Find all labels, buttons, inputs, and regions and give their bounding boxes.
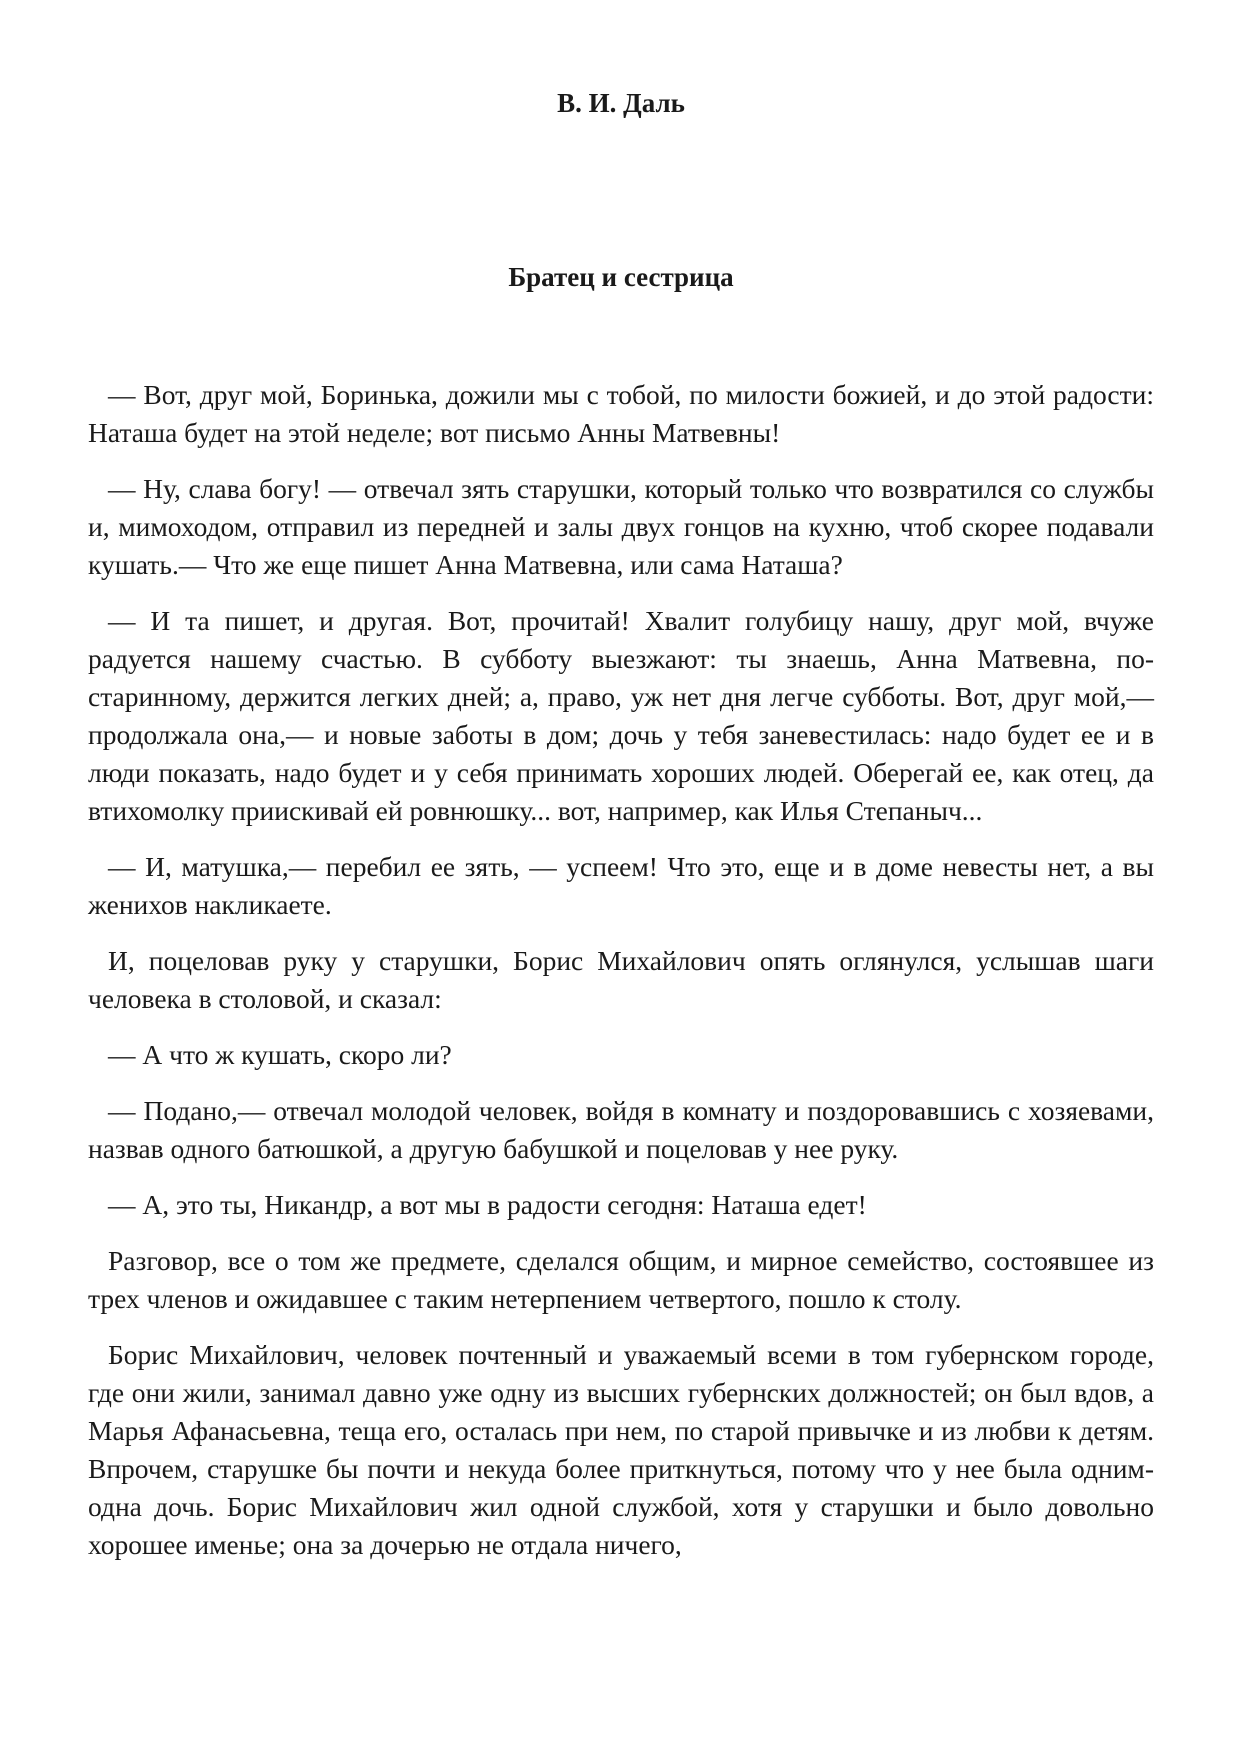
paragraph: — А что ж кушать, скоро ли?	[108, 1039, 452, 1070]
author-name: В. И. Даль	[557, 88, 685, 118]
story-body	[88, 376, 1154, 1582]
paragraph: — Подано,— отвечал молодой человек, войдя в комнату и поздоровавшись с хозяевами, назвав одного батюшкой, а другую бабушкой и поцеловав у нее руку.	[88, 1095, 1154, 1164]
paragraph: Разговор, все о том же предмете, сделался общим, и мирное семейство, состоявшее из трех членов и ожидавшее с таким нетерпением четвертого, пошло к столу.	[88, 1245, 1154, 1314]
paragraph: И, поцеловав руку у старушки, Борис Михайлович опять оглянулся, услышав шаги человека в столовой, и сказал:	[88, 945, 1154, 1014]
story-title: Братец и сестрица	[508, 262, 734, 292]
paragraph: — И, матушка,— перебил ее зять, — успеем! Что это, еще и в доме невесты нет, а вы женихов накликаете.	[88, 851, 1154, 920]
paragraph: — Вот, друг мой, Боринька, дожили мы с тобой, по милости божией, и до этой радости: Наташа будет на этой неделе; вот письмо Анны Матвевны!	[88, 379, 1154, 448]
paragraph: — А, это ты, Никандр, а вот мы в радости сегодня: Наташа едет!	[108, 1189, 867, 1220]
paragraph: — Ну, слава богу! — отвечал зять старушки, который только что возвратился со службы и, мимоходом, отправил из передней и залы двух гонцов на кухню, чтоб скорее подавали кушать.— Что же еще пишет Анна Матвевна, или сама Наташа?	[88, 473, 1154, 580]
paragraph: Борис Михайлович, человек почтенный и уважаемый всеми в том губернском городе, где они жили, занимал давно уже одну из высших губернских должностей; он был вдов, а Марья Афанасьевна, теща его, осталась при нем, по старой привычке и из любви к детям. Впрочем, старушке бы почти и некуда более приткнуться, потому что у нее была одним-одна дочь. Борис Михайлович жил одной службой, хотя у старушки и было довольно хорошее именье; она за дочерью не отдала ничего,	[88, 1339, 1154, 1560]
paragraph: — И та пишет, и другая. Вот, прочитай! Хвалит голубицу нашу, друг мой, вчуже радуется нашему счастью. В субботу выезжают: ты знаешь, Анна Матвевна, по-старинному, держится легких дней; а, право, уж нет дня легче субботы. Вот, друг мой,— продолжала она,— и новые заботы в дом; дочь у тебя заневестилась: надо будет ее и в люди показать, надо будет и у себя принимать хороших людей. Оберегай ее, как отец, да втихомолку приискивай ей ровнюшку... вот, например, как Илья Степаныч...	[88, 605, 1154, 826]
